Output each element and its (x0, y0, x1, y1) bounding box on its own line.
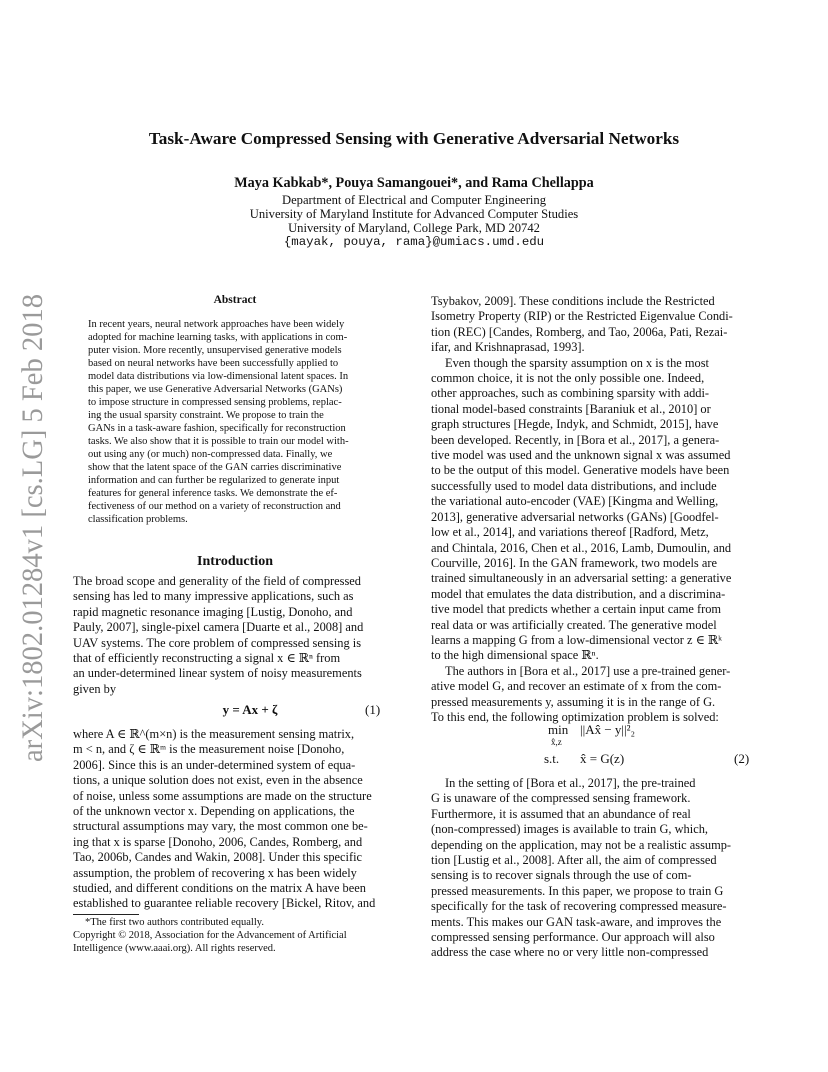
text-line: real data or was artificially created. The generative model (431, 617, 717, 632)
text-line: In the setting of [Bora et al., 2017], the pre-trained (445, 776, 696, 790)
text-line: to be the output of this model. Generative models have been (431, 463, 730, 478)
text-line: tions, a unique solution does not exist, even in the absence (73, 773, 363, 788)
right-column (431, 294, 755, 725)
text-line: an under-determined linear system of noisy measurements (73, 666, 362, 681)
copyright-line: Copyright © 2018, Association for the Advancement of Artificial (73, 930, 347, 941)
text-line: Courville, 2016]. In the GAN framework, two models are (431, 555, 717, 570)
text-line: rapid magnetic resonance imaging [Lustig, Donoho, and (73, 604, 353, 619)
equation-2-st: s.t. (544, 751, 560, 766)
introduction-heading: Introduction (197, 554, 273, 569)
text-line: m < n, and ζ ∈ ℝᵐ is the measurement noise [Donoho, (73, 742, 345, 757)
text-line: where A ∈ ℝ^(m×n) is the measurement sensing matrix, (73, 727, 355, 741)
text-line: tion [Lustig et al., 2008]. After all, the aim of compressed (431, 853, 717, 868)
text-line: Even though the sparsity assumption on x is the most (445, 355, 709, 370)
text-line: (non-compressed) images is available to train G, which, (431, 822, 708, 837)
text-line: ifar, and Krishnaprasad, 1993]. (431, 340, 585, 355)
text-line: sensing is to recover signals through the use of com- (431, 868, 692, 883)
abstract-line: out using any (or much) non-compressed data. Finally, we (88, 449, 333, 460)
text-line: Tao, 2006b, Candes and Wakin, 2008]. Under this specific (73, 850, 363, 865)
abstract-line: fectiveness of our method on a variety of reconstruction and (88, 501, 341, 512)
equation-1-number: (1) (365, 702, 381, 717)
text-line: Isometry Property (RIP) or the Restricted Eigenvalue Condi- (431, 309, 733, 324)
text-line: Furthermore, it is assumed that an abundance of real (431, 806, 691, 821)
affiliation-line: University of Maryland Institute for Advanced Computer Studies (249, 207, 579, 221)
abstract-line: this paper, we use Generative Adversarial Networks (GANs) (88, 384, 343, 395)
text-line: common choice, it is not the only possible one. Indeed, (431, 371, 705, 386)
text-line: address the case where no or very little non-compressed (431, 945, 709, 960)
copyright-line: Intelligence (www.aaai.org). All rights reserved. (73, 943, 276, 954)
text-line: 2013], generative adversarial networks (GANs) [Goodfel- (431, 509, 719, 524)
text-line: of the unknown vector x. Depending on applications, the (73, 804, 355, 819)
paper-title: Task-Aware Compressed Sensing with Generative Adversarial Networks (148, 129, 680, 148)
abstract-line: show that the latent space of the GAN carries discriminative (88, 462, 342, 473)
text-line: sensing has led to many impressive applications, such as (73, 589, 354, 604)
text-line: low et al., 2014], and variations thereof [Radford, Metz, (431, 525, 709, 540)
text-line: learns a mapping G from a low-dimensional vector z ∈ ℝᵏ (431, 632, 723, 647)
abstract-line: GANs in a task-aware fashion, specifically for reconstruction (88, 423, 346, 434)
text-line: Tsybakov, 2009]. These conditions include the Restricted (431, 294, 715, 308)
text-line: established to guarantee reliable recovery [Bickel, Ritov, and (73, 896, 376, 911)
abstract-line: tasks. We also show that it is possible to train our model with- (88, 436, 349, 447)
affiliation-line: Department of Electrical and Computer Engineering (281, 193, 547, 207)
text-line: To this end, the following optimization problem is solved: (431, 709, 719, 724)
text-line: G is unaware of the compressed sensing framework. (431, 791, 691, 806)
text-line: tion (REC) [Candes, Romberg, and Tao, 2006a, Pati, Rezai- (431, 324, 728, 339)
equation-2-constraint: x̂ = G(z) (580, 751, 625, 766)
text-line: specifically for the task of recovering compressed measure- (431, 899, 727, 914)
text-line: The broad scope and generality of the field of compressed (73, 574, 361, 588)
text-line: pressed measurements y, assuming it is in the range of G. (431, 694, 716, 709)
equation-2-min: min (548, 722, 569, 737)
text-line: The authors in [Bora et al., 2017] use a pre-trained gener- (445, 663, 731, 678)
footnote-rule (73, 914, 139, 915)
intro-paragraph (73, 727, 397, 912)
text-line: trained simultaneously in an adversarial setting: a generative (431, 571, 732, 586)
abstract-text (88, 318, 382, 526)
text-line: of noise, unless some assumptions are made on the structure (73, 788, 372, 803)
text-line: structural assumptions may vary, the most common one be- (73, 819, 368, 834)
text-line: 2006]. Since this is an under-determined system of equa- (73, 757, 356, 772)
text-line: compressed sensing performance. Our approach will also (431, 930, 715, 945)
text-line: tive model that predicts whether a certain input came from (431, 602, 722, 617)
text-line: been developed. Recently, in [Bora et al., 2017], a genera- (431, 432, 720, 447)
author-emails: {mayak, pouya, rama}@umiacs.umd.edu (283, 235, 545, 249)
abstract-line: to impose structure in compressed sensing problems, replac- (88, 397, 342, 408)
arxiv-stamp-svg (4, 292, 56, 762)
text-line: studied, and different conditions on the matrix A have been (73, 881, 366, 896)
text-line: tional model-based constraints [Baraniuk et al., 2010] or (431, 401, 711, 416)
intro-paragraph (73, 574, 397, 697)
abstract-line: ing the usual sparsity constraint. We propose to train the (88, 410, 324, 421)
abstract-line: classification problems. (88, 514, 188, 525)
abstract-line: puter vision. More recently, unsupervised generative models (88, 345, 342, 356)
equation-1: y = Ax + ζ (222, 702, 278, 717)
text-line: to the high dimensional space ℝⁿ. (431, 648, 599, 663)
text-line: graph structures [Hegde, Indyk, and Schmidt, 2015], have (431, 417, 719, 432)
text-line: ative model G, and recover an estimate of x from the com- (431, 679, 722, 694)
text-line: Pauly, 2007], single-pixel camera [Duarte et al., 2008] and (73, 620, 364, 635)
footnote (73, 916, 397, 955)
text-line: the variational auto-encoder (VAE) [Kingma and Welling, (431, 494, 719, 509)
abstract-heading: Abstract (213, 294, 257, 306)
text-line: ing that x is sparse [Donoho, 2006, Candes, Romberg, and (73, 834, 363, 849)
text-line: model that emulates the data distribution, and a discrimina- (431, 586, 726, 601)
text-line: tive model was used and the unknown signal x was assumed (431, 448, 731, 463)
text-line: and Chintala, 2016, Chen et al., 2016, Lamb, Dumoulin, and (431, 540, 732, 555)
abstract-line: model data distributions via low-dimensional latent spaces. In (88, 371, 349, 382)
affiliation-line: University of Maryland, College Park, MD 20742 (288, 221, 540, 235)
text-line: UAV systems. The core problem of compressed sensing is (73, 635, 362, 650)
right-paragraph (431, 776, 755, 961)
arxiv-stamp (4, 292, 56, 762)
abstract-line: In recent years, neural network approaches have been widely (88, 319, 345, 330)
equation-2-objective: ||Ax̂ − y||²₂ (580, 722, 636, 737)
text-line: other approaches, such as combining sparsity with addi- (431, 386, 710, 401)
text-line: given by (73, 681, 117, 696)
text-line: depending on the application, may not be a realistic assump- (431, 837, 732, 852)
equation-2-subscript: x̂,z (551, 737, 562, 747)
abstract-line: adopted for machine learning tasks, with applications in com- (88, 332, 348, 343)
paper-authors: Maya Kabkab*, Pouya Samangouei*, and Rama Chellappa (234, 175, 594, 191)
abstract-line: based on neural networks have been successfully applied to (88, 358, 339, 369)
text-line: assumption, the problem of recovering x has been widely (73, 865, 357, 880)
text-line: successfully used to model data distributions, and include (431, 478, 717, 493)
abstract-line: information and can further be regularized to generate input (88, 475, 340, 486)
text-line: ments. This makes our GAN task-aware, and improves the (431, 914, 722, 929)
abstract-line: features for general inference tasks. We demonstrate the ef- (88, 488, 338, 499)
footnote-text: *The first two authors contributed equally. (85, 917, 264, 928)
equation-2-number: (2) (734, 751, 750, 766)
arxiv-stamp-text: arXiv:1802.01284v1 [cs.LG] 5 Feb 2018 (17, 292, 49, 762)
text-line: pressed measurements. In this paper, we propose to train G (431, 883, 724, 898)
text-line: that of efficiently reconstructing a signal x ∈ ℝⁿ from (73, 651, 341, 666)
abstract (88, 294, 382, 526)
